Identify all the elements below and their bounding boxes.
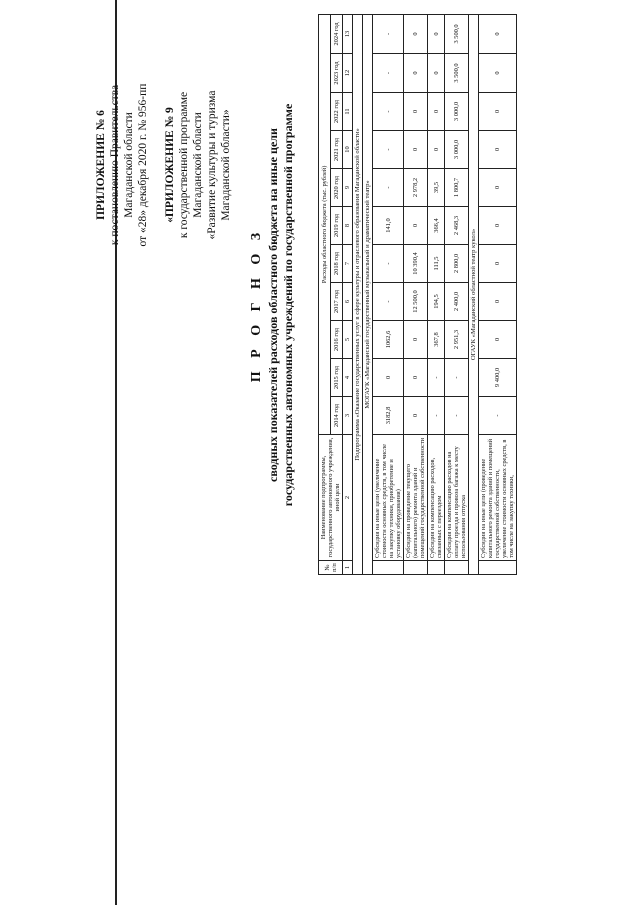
header-year: 2019 год xyxy=(331,207,343,245)
row-value: 0 xyxy=(404,359,428,397)
header-year: 2016 год xyxy=(331,321,343,359)
table-row xyxy=(479,14,517,574)
row-value: 0 xyxy=(479,245,517,283)
appendix-line-3: от «28» декабря 2020 г. № 956-пп xyxy=(137,83,149,247)
row-value: 0 xyxy=(404,93,428,131)
header-row xyxy=(319,14,331,574)
column-number: 5 xyxy=(343,321,353,359)
header-name: Наименование подпрограммы, государственного автономного учреждения, иной цели xyxy=(319,435,343,561)
header-year: 2014 год xyxy=(331,397,343,435)
row-value: 10 390,4 xyxy=(404,245,428,283)
row-value: 0 xyxy=(404,207,428,245)
row-value: 0 xyxy=(479,169,517,207)
title-line-3: государственных автономных учреждений по государственной программе xyxy=(281,103,295,507)
row-purpose: Субсидия на проведение текущего (капитального) ремонта зданий и помещений государственной собственности xyxy=(404,435,428,561)
row-value: 39,5 xyxy=(428,169,445,207)
row-value: 2 800,0 xyxy=(445,245,469,283)
row-purpose: Субсидия на иные цели (проведение капитального ремонта зданий и помещений государственной собственности, увеличение стоимости основных средств, в том числе на закупку техники, xyxy=(479,435,517,561)
organization-row xyxy=(469,14,479,574)
row-value: 1062,6 xyxy=(373,321,404,359)
row-value: 0 xyxy=(404,321,428,359)
row-value: 367,8 xyxy=(428,321,445,359)
header-year: 2018 год xyxy=(331,245,343,283)
header-year: 2022 год xyxy=(331,93,343,131)
column-number: 1 xyxy=(343,561,353,575)
row-value: - xyxy=(373,245,404,283)
table-row xyxy=(445,14,469,574)
table-row xyxy=(428,14,445,574)
row-value: 2 400,0 xyxy=(445,283,469,321)
program-appendix-title: «ПРИЛОЖЕНИЕ № 9 xyxy=(164,107,176,223)
row-number xyxy=(404,561,428,575)
column-number: 4 xyxy=(343,359,353,397)
organization-row xyxy=(363,14,373,574)
header-year: 2020 год xyxy=(331,169,343,207)
row-value: 0 xyxy=(479,131,517,169)
row-value: 0 xyxy=(404,397,428,435)
subprogram-row xyxy=(353,14,363,574)
row-value: - xyxy=(373,93,404,131)
row-value: 3 000,0 xyxy=(445,93,469,131)
header-year: 2024 год xyxy=(331,14,343,53)
row-value: - xyxy=(373,283,404,321)
row-value: 111,5 xyxy=(428,245,445,283)
row-value: 3 000,0 xyxy=(445,131,469,169)
row-value: - xyxy=(373,14,404,53)
row-value: 3 500,0 xyxy=(445,54,469,93)
appendix-line-2: Магаданской области xyxy=(123,112,135,218)
row-number xyxy=(479,561,517,575)
table-row xyxy=(373,14,404,574)
row-value: 366,4 xyxy=(428,207,445,245)
table-row xyxy=(404,14,428,574)
row-purpose: Субсидия на иные цели (увеличение стоимости основных средств, в том числе на закупку техники, приобретение и установку оборудования) xyxy=(373,435,404,561)
row-purpose: Субсидия на компенсацию расходов на оплату проезда и провоза багажа к месту использования отпуска xyxy=(445,435,469,561)
row-number xyxy=(373,561,404,575)
row-value: - xyxy=(373,169,404,207)
row-value: 0 xyxy=(428,54,445,93)
header-year: 2023 год xyxy=(331,54,343,93)
row-value: 194,5 xyxy=(428,283,445,321)
appendix-header xyxy=(94,35,233,295)
row-value: 0 xyxy=(404,131,428,169)
row-value: 1 800,7 xyxy=(445,169,469,207)
row-value: 141,0 xyxy=(373,207,404,245)
row-number xyxy=(445,561,469,575)
column-number: 9 xyxy=(343,169,353,207)
document-title xyxy=(248,5,296,605)
row-value: 0 xyxy=(479,283,517,321)
column-number: 6 xyxy=(343,283,353,321)
row-value: 2 978,2 xyxy=(404,169,428,207)
row-value: 0 xyxy=(404,54,428,93)
expenses-table xyxy=(318,14,517,575)
program-line-1: к государственной программе xyxy=(178,91,190,239)
title-forecast: П Р О Г Н О З xyxy=(249,227,264,383)
row-value: 3 500,0 xyxy=(445,14,469,53)
row-value: - xyxy=(428,359,445,397)
column-number: 13 xyxy=(343,14,353,53)
column-number: 11 xyxy=(343,93,353,131)
row-value: - xyxy=(445,359,469,397)
header-year: 2015 год xyxy=(331,359,343,397)
row-value: 0 xyxy=(479,207,517,245)
row-value: 3182,8 xyxy=(373,397,404,435)
appendix-title: ПРИЛОЖЕНИЕ № 6 xyxy=(95,110,107,220)
header-expenses: Расходы областного бюджета (тыс. рублей) xyxy=(319,14,331,434)
row-value: 2 951,3 xyxy=(445,321,469,359)
row-value: 0 xyxy=(479,54,517,93)
column-number: 2 xyxy=(343,435,353,561)
appendix-line-1: к постановлению Правительства xyxy=(109,84,121,246)
column-number: 7 xyxy=(343,245,353,283)
column-number: 10 xyxy=(343,131,353,169)
title-line-2: сводных показателей расходов областного бюджета на иные цели xyxy=(266,128,280,482)
row-value: - xyxy=(479,397,517,435)
row-value: 0 xyxy=(373,359,404,397)
header-num: № п/п xyxy=(319,561,343,575)
row-value: - xyxy=(373,54,404,93)
program-line-2: Магаданской области xyxy=(192,112,204,218)
row-value: 0 xyxy=(404,14,428,53)
row-value: - xyxy=(373,131,404,169)
row-value: - xyxy=(428,397,445,435)
header-year: 2017 год xyxy=(331,283,343,321)
row-number xyxy=(428,561,445,575)
row-value: 0 xyxy=(479,321,517,359)
row-value: 2 468,3 xyxy=(445,207,469,245)
row-value: - xyxy=(445,397,469,435)
row-value: 0 xyxy=(428,131,445,169)
column-number: 12 xyxy=(343,54,353,93)
row-value: 0 xyxy=(428,14,445,53)
row-value: 0 xyxy=(479,93,517,131)
column-numbers-row xyxy=(343,14,353,574)
row-purpose: Субсидия на компенсацию расходов, связанных с переездом xyxy=(428,435,445,561)
organization-label: МОГАУК «Магаданский государственный музыкальный и драматический театр» xyxy=(363,14,373,574)
column-number: 3 xyxy=(343,397,353,435)
row-value: 9 400,0 xyxy=(479,359,517,397)
column-number: 8 xyxy=(343,207,353,245)
program-line-4: Магаданской области» xyxy=(220,109,232,221)
row-value: 12 500,0 xyxy=(404,283,428,321)
row-value: 0 xyxy=(428,93,445,131)
subprogram-label: Подпрограмма «Оказание государственных услуг в сфере культуры и отраслевого образования Магаданской области» xyxy=(353,14,363,574)
header-year: 2021 год xyxy=(331,131,343,169)
row-value: 0 xyxy=(479,14,517,53)
program-line-3: «Развитие культуры и туризма xyxy=(206,90,218,240)
organization-label: ОГАУК «Магаданский областной театр кукол» xyxy=(469,14,479,574)
